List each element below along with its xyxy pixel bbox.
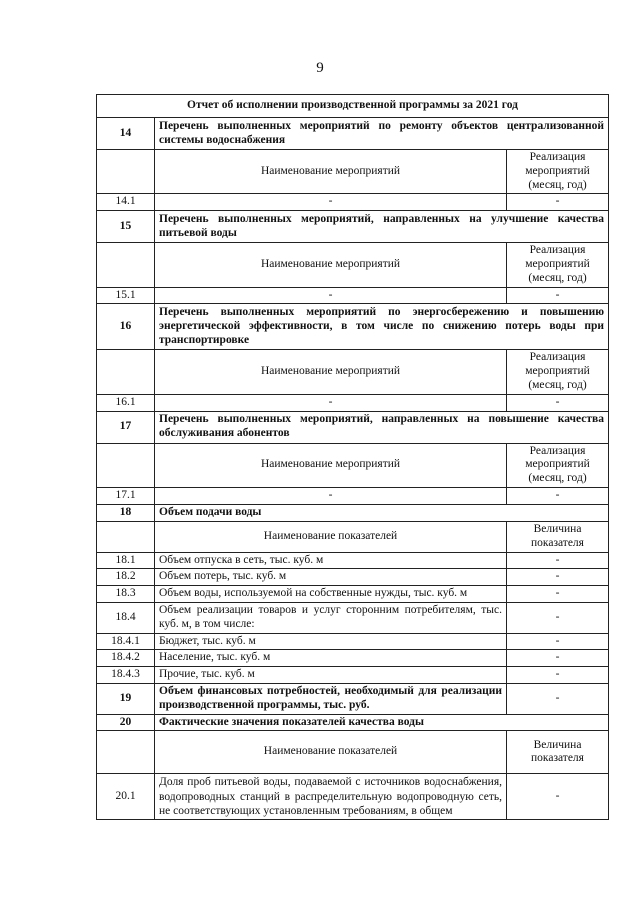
column-header-name: Наименование мероприятий <box>155 443 507 487</box>
row-name: Объем отпуска в сеть, тыс. куб. м <box>155 552 507 569</box>
row-number: 15.1 <box>97 287 155 304</box>
section-title: Фактические значения показателей качества воды <box>155 714 609 731</box>
row-number: 16.1 <box>97 394 155 411</box>
column-header-name: Наименование мероприятий <box>155 350 507 394</box>
table-row <box>97 650 609 667</box>
row-number: 18.4.1 <box>97 633 155 650</box>
row-value: - <box>507 487 609 504</box>
table-row <box>97 586 609 603</box>
empty-cell <box>97 350 155 394</box>
report-title: Отчет об исполнении производственной программы за 2021 год <box>97 95 609 118</box>
table-row <box>97 394 609 411</box>
section-number: 19 <box>97 683 155 714</box>
row-number: 18.4.3 <box>97 667 155 684</box>
section-number: 17 <box>97 411 155 443</box>
row-value: - <box>507 683 609 714</box>
section-number: 18 <box>97 504 155 521</box>
table-row <box>97 633 609 650</box>
table-row <box>97 194 609 211</box>
section-19-row <box>97 683 609 714</box>
row-number: 18.2 <box>97 569 155 586</box>
table-row <box>97 552 609 569</box>
page-number: 9 <box>316 60 324 76</box>
row-number: 14.1 <box>97 194 155 211</box>
section-17-columns <box>97 443 609 487</box>
row-name: Прочие, тыс. куб. м <box>155 667 507 684</box>
title-row <box>97 95 609 118</box>
row-value: - <box>507 552 609 569</box>
column-header-value: Реализация мероприятий (месяц, год) <box>507 443 609 487</box>
table-row <box>97 602 609 633</box>
column-header-name: Наименование показателей <box>155 731 507 774</box>
table-row <box>97 287 609 304</box>
column-header-value: Реализация мероприятий (месяц, год) <box>507 243 609 287</box>
row-number: 20.1 <box>97 774 155 820</box>
row-name: - <box>155 287 507 304</box>
column-header-name: Наименование мероприятий <box>155 243 507 287</box>
section-title: Перечень выполненных мероприятий по энергосбережению и повышению энергетической эффективности, в том числе по снижению потерь воды при транспортировке <box>155 304 609 350</box>
empty-cell <box>97 150 155 194</box>
section-20-header <box>97 714 609 731</box>
row-name: Объем потерь, тыс. куб. м <box>155 569 507 586</box>
row-number: 18.1 <box>97 552 155 569</box>
section-number: 20 <box>97 714 155 731</box>
row-name: - <box>155 194 507 211</box>
table-row <box>97 774 609 820</box>
table-row <box>97 487 609 504</box>
empty-cell <box>97 243 155 287</box>
column-header-name: Наименование мероприятий <box>155 150 507 194</box>
section-number: 15 <box>97 211 155 243</box>
empty-cell <box>97 443 155 487</box>
table-row <box>97 667 609 684</box>
row-value: - <box>507 650 609 667</box>
section-title: Объем финансовых потребностей, необходимый для реализации производственной программы, тыс. руб. <box>155 683 507 714</box>
section-title: Перечень выполненных мероприятий, направленных на повышение качества обслуживания абонентов <box>155 411 609 443</box>
section-14-columns <box>97 150 609 194</box>
row-value: - <box>507 569 609 586</box>
column-header-name: Наименование показателей <box>155 521 507 552</box>
row-number: 18.3 <box>97 586 155 603</box>
row-number: 17.1 <box>97 487 155 504</box>
report-table <box>96 94 609 820</box>
column-header-value: Реализация мероприятий (месяц, год) <box>507 150 609 194</box>
row-value: - <box>507 194 609 211</box>
empty-cell <box>97 521 155 552</box>
row-number: 18.4 <box>97 602 155 633</box>
row-value: - <box>507 633 609 650</box>
row-name: Население, тыс. куб. м <box>155 650 507 667</box>
row-value: - <box>507 667 609 684</box>
row-value: - <box>507 287 609 304</box>
section-18-header <box>97 504 609 521</box>
section-14-header <box>97 118 609 150</box>
row-number: 18.4.2 <box>97 650 155 667</box>
row-value: - <box>507 586 609 603</box>
section-title: Перечень выполненных мероприятий по ремонту объектов централизованной системы водоснабжения <box>155 118 609 150</box>
section-title: Объем подачи воды <box>155 504 609 521</box>
section-15-header <box>97 211 609 243</box>
section-title: Перечень выполненных мероприятий, направленных на улучшение качества питьевой воды <box>155 211 609 243</box>
section-20-columns <box>97 731 609 774</box>
section-number: 14 <box>97 118 155 150</box>
row-value: - <box>507 774 609 820</box>
column-header-value: Величина показателя <box>507 731 609 774</box>
row-name: - <box>155 394 507 411</box>
column-header-value: Реализация мероприятий (месяц, год) <box>507 350 609 394</box>
section-18-columns <box>97 521 609 552</box>
section-15-columns <box>97 243 609 287</box>
section-16-header <box>97 304 609 350</box>
column-header-value: Величина показателя <box>507 521 609 552</box>
row-name: Объем реализации товаров и услуг сторонним потребителям, тыс. куб. м, в том числе: <box>155 602 507 633</box>
section-number: 16 <box>97 304 155 350</box>
table-row <box>97 569 609 586</box>
row-value: - <box>507 394 609 411</box>
row-name: Бюджет, тыс. куб. м <box>155 633 507 650</box>
row-name: - <box>155 487 507 504</box>
row-value: - <box>507 602 609 633</box>
section-17-header <box>97 411 609 443</box>
row-name: Доля проб питьевой воды, подаваемой с источников водоснабжения, водопроводных станций в распределительную водопроводную сеть, не соответствующих установленным требованиям, в общем <box>155 774 507 820</box>
empty-cell <box>97 731 155 774</box>
section-16-columns <box>97 350 609 394</box>
row-name: Объем воды, используемой на собственные нужды, тыс. куб. м <box>155 586 507 603</box>
